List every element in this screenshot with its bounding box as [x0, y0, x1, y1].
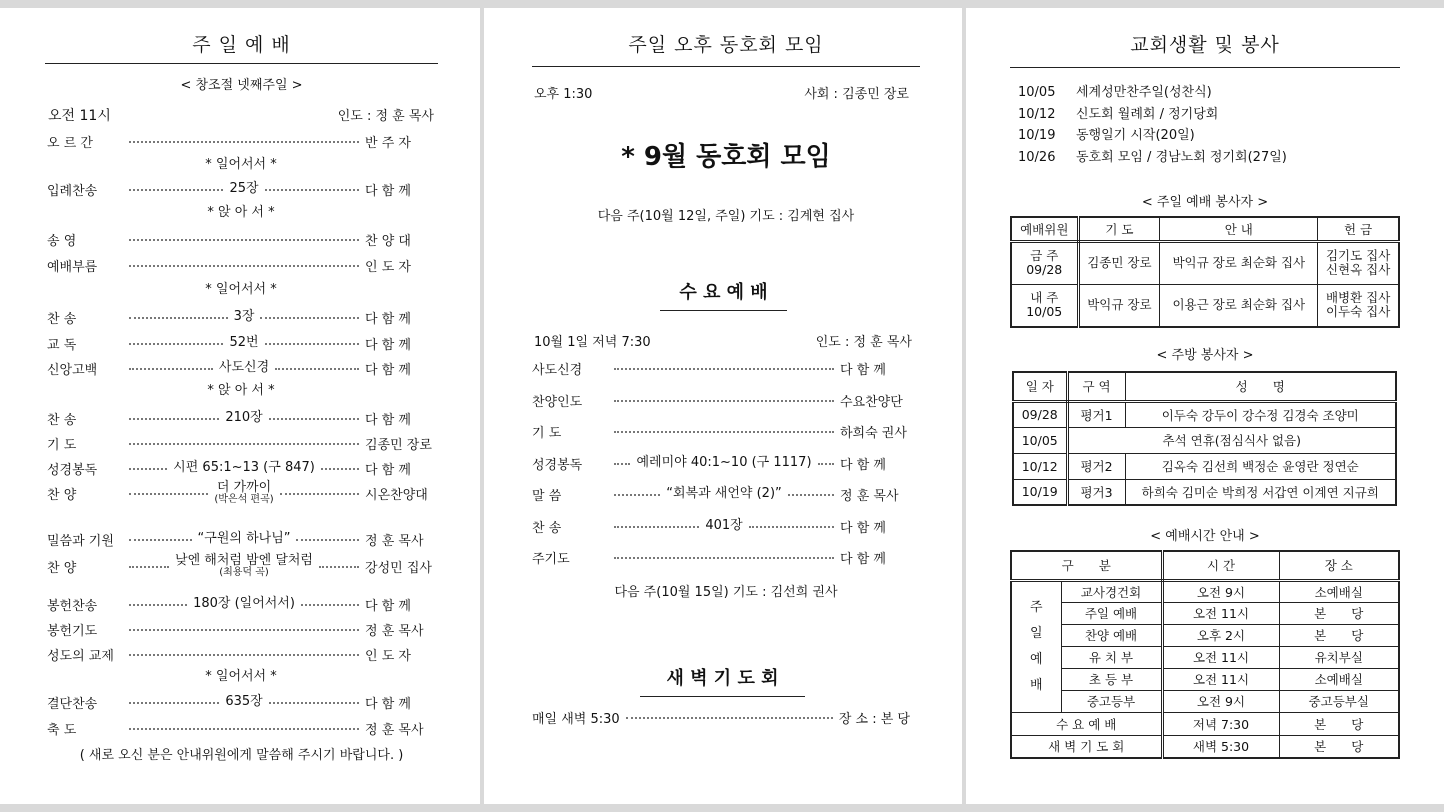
week-label: 내 주 — [1030, 289, 1059, 305]
week-cell — [1011, 241, 1078, 284]
table-row — [1011, 712, 1399, 735]
place-cell: 소예배실 — [1279, 668, 1399, 690]
order-item — [47, 177, 435, 201]
week-cell — [1011, 284, 1078, 327]
sunday-group-label: 주일예배 — [1029, 599, 1043, 693]
item-label: 신앙고백 — [47, 362, 98, 378]
order-item — [47, 253, 435, 277]
item-label: 성경봉독 — [532, 457, 583, 473]
item-person: 다 함 께 — [365, 462, 411, 478]
dot-leader — [129, 443, 359, 445]
event-text: 세계성만찬주일(성찬식) — [1076, 85, 1212, 100]
item-detail-text: 더 가까이 — [216, 479, 272, 495]
category-cell: 중고등부 — [1061, 690, 1162, 712]
service-time: 오전 11시 — [48, 108, 111, 124]
date-cell: 10/12 — [1013, 453, 1067, 479]
place-cell: 본 당 — [1279, 735, 1399, 758]
week-date: 09/28 — [1026, 262, 1063, 277]
event-text: 신도회 월례회 / 정기당회 — [1076, 106, 1219, 122]
order-item — [47, 331, 435, 355]
club-time: 오후 1:30 — [534, 87, 593, 102]
item-person: 강성민 집사 — [365, 560, 432, 576]
event-item — [1018, 104, 1287, 126]
col-header: 기 도 — [1078, 217, 1160, 241]
item-person: 김종민 장로 — [365, 437, 432, 453]
offering-cell — [1318, 241, 1399, 284]
item-label: 사도신경 — [532, 362, 583, 378]
week-label: 금 주 — [1030, 247, 1059, 263]
event-text: 동호회 모임 / 경남노회 정기회(27일) — [1076, 150, 1287, 166]
item-detail — [198, 532, 291, 546]
section-instruction: * 일어서서 * — [205, 157, 277, 172]
order-item — [532, 419, 910, 443]
order-item — [47, 129, 435, 153]
event-text: 동행일기 시작(20일) — [1076, 128, 1195, 144]
time-cell: 새벽 5:30 — [1162, 735, 1279, 758]
item-person: 수요찬양단 — [840, 394, 903, 410]
category-cell: 교사경건회 — [1061, 580, 1162, 602]
dot-leader — [265, 189, 359, 191]
item-label: 기 도 — [47, 437, 77, 453]
category-cell: 수 요 예 배 — [1011, 712, 1162, 735]
col-header: 시 간 — [1162, 551, 1279, 580]
col-header: 성 명 — [1125, 372, 1396, 401]
dot-leader — [129, 317, 228, 319]
event-date: 10/26 — [1018, 150, 1056, 166]
col-header: 헌 금 — [1318, 217, 1399, 241]
dawn-label: 매일 새벽 5:30 — [532, 711, 620, 727]
dot-leader — [788, 494, 834, 496]
place-cell: 유치부실 — [1279, 646, 1399, 668]
item-person: 다 함 께 — [840, 362, 886, 378]
item-person: 다 함 께 — [365, 598, 411, 614]
service-leader: 인도 : 정 훈 목사 — [337, 109, 434, 124]
place-cell: 본 당 — [1279, 624, 1399, 646]
item-label: 예배부름 — [47, 259, 98, 275]
item-label: 오 르 간 — [47, 135, 93, 151]
time-cell: 오전 11시 — [1162, 602, 1279, 624]
dot-leader — [614, 526, 699, 528]
order-item — [47, 527, 435, 551]
item-person: 인 도 자 — [365, 648, 411, 664]
category-cell: 초 등 부 — [1061, 668, 1162, 690]
event-item — [1018, 147, 1287, 169]
usher-cell: 박익규 장로 최순화 집사 — [1160, 241, 1318, 284]
item-detail-text: 25장 — [229, 181, 259, 197]
wednesday-title: 수 요 예 배 — [660, 278, 787, 311]
time-cell: 오후 2시 — [1162, 624, 1279, 646]
table-row — [1011, 668, 1399, 690]
category-cell: 주일 예배 — [1061, 602, 1162, 624]
dot-leader — [269, 418, 359, 420]
order-item — [47, 716, 435, 740]
date-cell: 10/05 — [1013, 427, 1067, 453]
divider — [45, 63, 438, 64]
prayer-cell: 김종민 장로 — [1078, 241, 1160, 284]
table-row — [1011, 580, 1399, 602]
order-item — [532, 482, 910, 506]
item-person: 다 함 께 — [365, 311, 411, 327]
item-person: 찬 양 대 — [365, 233, 411, 249]
item-detail — [229, 182, 258, 196]
names-cell: 김옥숙 김선희 백정순 윤영란 정연순 — [1125, 453, 1396, 479]
item-detail-text: 낮엔 해처럼 밤엔 달처럼 — [175, 552, 313, 568]
church-title: 교회생활 및 봉사 — [1130, 34, 1280, 56]
names-cell: 이두숙 강두이 강수정 김경숙 조양미 — [1125, 401, 1396, 427]
item-detail-text: 52번 — [229, 335, 259, 351]
item-person: 정 훈 목사 — [365, 623, 424, 639]
subtitle: < 창조절 넷째주일 > — [180, 78, 303, 93]
order-item — [47, 406, 435, 430]
dot-leader — [614, 368, 834, 370]
item-label: 찬 송 — [47, 311, 77, 327]
item-label: 주기도 — [532, 551, 570, 567]
table-row — [1011, 646, 1399, 668]
order-item — [47, 431, 435, 455]
item-detail — [229, 336, 258, 350]
dot-leader — [614, 494, 660, 496]
item-label: 봉헌기도 — [47, 623, 98, 639]
item-detail — [225, 411, 262, 425]
item-label: 찬 송 — [47, 412, 77, 428]
item-detail-text: 예레미야 40:1~10 (구 1117) — [636, 455, 812, 471]
dot-leader — [280, 493, 359, 495]
club-headline: * 9월 동호회 모임 — [621, 142, 831, 172]
order-item — [47, 617, 435, 641]
section-instruction: * 일어서서 * — [205, 282, 277, 297]
item-person: 다 함 께 — [840, 520, 886, 536]
col-header: 구 분 — [1011, 551, 1162, 580]
usher-cell: 이용근 장로 최순화 집사 — [1160, 284, 1318, 327]
item-label: 성도의 교제 — [47, 648, 114, 664]
dot-leader — [269, 702, 359, 704]
dot-leader — [129, 343, 223, 345]
afternoon-panel — [484, 8, 962, 804]
item-detail — [175, 554, 313, 578]
place-cell: 본 당 — [1279, 712, 1399, 735]
item-person: 인 도 자 — [365, 259, 411, 275]
order-item — [532, 451, 910, 475]
dot-leader — [129, 539, 192, 541]
item-detail-text: 210장 — [225, 410, 263, 426]
times-table — [1010, 550, 1400, 759]
names-cell: 추석 연휴(점심식사 없음) — [1067, 427, 1396, 453]
dot-leader — [129, 566, 169, 568]
church-life-panel — [966, 8, 1444, 804]
dot-leader — [749, 526, 834, 528]
order-item — [47, 549, 435, 583]
table-row — [1011, 690, 1399, 712]
item-label: 밀씀과 기원 — [47, 533, 114, 549]
order-item — [47, 592, 435, 616]
item-label: 입례찬송 — [47, 183, 98, 199]
category-cell: 유 치 부 — [1061, 646, 1162, 668]
item-detail-text: 635장 — [225, 694, 263, 710]
divider — [1010, 67, 1400, 68]
visitor-note: ( 새로 오신 분은 안내위원에게 말씀해 주시기 바랍니다. ) — [79, 748, 404, 763]
dot-leader — [319, 566, 359, 568]
dot-leader — [129, 604, 187, 606]
dawn-place: 장 소 : 본 당 — [838, 711, 910, 727]
dot-leader — [301, 604, 359, 606]
wednesday-date: 10월 1일 저녁 7:30 — [534, 335, 651, 350]
event-date: 10/12 — [1018, 106, 1056, 122]
dot-leader — [275, 368, 359, 370]
dot-leader — [129, 629, 359, 631]
col-header: 예배위원 — [1011, 217, 1078, 241]
district-cell: 평거2 — [1067, 453, 1125, 479]
dot-leader — [614, 431, 834, 433]
item-detail — [173, 461, 315, 475]
event-date: 10/05 — [1018, 85, 1056, 100]
dot-leader — [614, 557, 834, 559]
table-row — [1013, 427, 1396, 453]
table-row — [1011, 284, 1399, 327]
time-cell: 저녁 7:30 — [1162, 712, 1279, 735]
col-header: 구 역 — [1067, 372, 1125, 401]
category-cell: 찬양 예배 — [1061, 624, 1162, 646]
item-person: 정 훈 목사 — [365, 722, 424, 738]
item-detail-text: 시편 65:1~13 (구 847) — [173, 460, 315, 476]
club-host: 사회 : 김종민 장로 — [804, 87, 909, 102]
week-date: 10/05 — [1026, 304, 1063, 320]
club-next-prayer: 다음 주(10월 12일, 주일) 기도 : 김계현 집사 — [597, 209, 855, 224]
item-detail — [214, 481, 273, 505]
dot-leader — [614, 463, 630, 465]
col-header: 일 자 — [1013, 372, 1067, 401]
dot-leader — [129, 468, 167, 470]
place-cell: 본 당 — [1279, 602, 1399, 624]
section-instruction: * 앉 아 서 * — [207, 205, 275, 220]
item-detail — [225, 695, 262, 709]
item-detail-text: 3장 — [233, 309, 255, 325]
item-person: 다 함 께 — [365, 696, 411, 712]
item-person: 다 함 께 — [840, 457, 886, 473]
order-item — [532, 545, 910, 569]
event-list — [1018, 82, 1287, 169]
dot-leader — [614, 400, 834, 402]
item-detail-note: (최용덕 곡) — [219, 566, 269, 578]
dot-leader — [129, 239, 359, 241]
dot-leader — [129, 654, 359, 656]
order-item — [532, 356, 910, 380]
table-row — [1013, 479, 1396, 505]
table-row — [1011, 602, 1399, 624]
section-instruction: * 앉 아 서 * — [207, 383, 275, 398]
offering-person: 배병환 집사 — [1325, 289, 1391, 305]
item-detail — [636, 456, 811, 470]
order-item — [532, 514, 910, 538]
item-label: 송 영 — [47, 233, 77, 249]
item-label: 봉헌찬송 — [47, 598, 98, 614]
dot-leader — [296, 539, 359, 541]
club-title: 주일 오후 동호회 모임 — [628, 34, 824, 56]
event-date: 10/19 — [1018, 128, 1056, 144]
table-row — [1011, 735, 1399, 758]
place-cell: 중고등부실 — [1279, 690, 1399, 712]
time-cell: 오전 11시 — [1162, 668, 1279, 690]
kitchen-table — [1012, 371, 1397, 506]
order-item — [532, 388, 910, 412]
item-label: 성경봉독 — [47, 462, 98, 478]
item-label: 찬 양 — [47, 487, 77, 503]
dot-leader — [129, 728, 359, 730]
category-cell: 새 벽 기 도 회 — [1011, 735, 1162, 758]
item-person: 다 함 께 — [365, 362, 411, 378]
dot-leader — [129, 418, 219, 420]
dot-leader — [818, 463, 834, 465]
order-item — [47, 476, 435, 510]
date-cell: 09/28 — [1013, 401, 1067, 427]
sunday-service-panel — [0, 8, 480, 804]
item-person: 다 함 께 — [840, 551, 886, 567]
servers-table — [1010, 216, 1400, 328]
item-person: 다 함 께 — [365, 183, 411, 199]
offering-person: 이두숙 집사 — [1325, 304, 1391, 320]
offering-person: 김기도 집사 — [1325, 247, 1391, 263]
time-cell: 오전 9시 — [1162, 580, 1279, 602]
order-item — [47, 690, 435, 714]
place-cell: 소예배실 — [1279, 580, 1399, 602]
item-label: 찬 양 — [47, 560, 77, 576]
prayer-cell: 박익규 장로 — [1078, 284, 1160, 327]
item-detail — [705, 519, 742, 533]
order-item — [47, 642, 435, 666]
item-label: 찬양인도 — [532, 394, 583, 410]
item-detail-text: 사도신경 — [218, 360, 270, 376]
section-instruction: * 일어서서 * — [205, 669, 277, 684]
event-item — [1018, 82, 1287, 104]
item-label: 교 독 — [47, 337, 77, 353]
page-title: 주 일 예 배 — [192, 34, 291, 56]
item-detail-note: (박은석 편곡) — [214, 493, 274, 505]
item-detail-text: 180장 (일어서서) — [193, 596, 295, 612]
order-item — [47, 227, 435, 251]
dot-leader — [129, 265, 359, 267]
item-person: 반 주 자 — [365, 135, 411, 151]
item-person: 하희숙 권사 — [840, 425, 907, 441]
item-detail-text: “구원의 하나님” — [197, 531, 291, 547]
item-person: 정 훈 목사 — [365, 533, 424, 549]
dawn-title: 새 벽 기 도 회 — [640, 664, 805, 697]
dot-leader — [129, 368, 213, 370]
dot-leader — [626, 717, 833, 719]
wednesday-leader: 인도 : 정 훈 목사 — [815, 335, 912, 350]
servers-title: < 주일 예배 봉사자 > — [1141, 195, 1269, 210]
dot-leader — [129, 702, 219, 704]
item-person: 다 함 께 — [365, 337, 411, 353]
col-header: 장 소 — [1279, 551, 1399, 580]
table-row — [1013, 453, 1396, 479]
time-cell: 오전 9시 — [1162, 690, 1279, 712]
dot-leader — [129, 493, 208, 495]
time-cell: 오전 11시 — [1162, 646, 1279, 668]
dawn-row — [532, 705, 910, 729]
offering-cell — [1318, 284, 1399, 327]
item-person: 다 함 께 — [365, 412, 411, 428]
table-row — [1011, 241, 1399, 284]
item-label: 찬 송 — [532, 520, 562, 536]
item-label: 결단찬송 — [47, 696, 98, 712]
item-person: 시온찬양대 — [365, 487, 428, 503]
names-cell: 하희숙 김미순 박희정 서갑연 이계연 지규희 — [1125, 479, 1396, 505]
dot-leader — [321, 468, 359, 470]
wednesday-next-prayer: 다음 주(10월 15일) 기도 : 김선희 권사 — [614, 585, 838, 600]
item-label: 말 씀 — [532, 488, 562, 504]
dot-leader — [129, 189, 223, 191]
dot-leader — [260, 317, 359, 319]
item-detail — [219, 361, 269, 375]
col-header: 안 내 — [1160, 217, 1318, 241]
district-cell: 평거1 — [1067, 401, 1125, 427]
divider — [532, 66, 920, 67]
kitchen-title: < 주방 봉사자 > — [1156, 348, 1254, 363]
item-detail-text: “회복과 새언약 (2)” — [666, 486, 782, 502]
item-detail-text: 401장 — [705, 518, 743, 534]
district-cell: 평거3 — [1067, 479, 1125, 505]
item-label: 축 도 — [47, 722, 77, 738]
order-item — [47, 356, 435, 380]
item-detail — [234, 310, 255, 324]
order-item — [47, 305, 435, 329]
event-item — [1018, 125, 1287, 147]
dot-leader — [129, 141, 359, 143]
item-detail — [193, 597, 295, 611]
item-person: 정 훈 목사 — [840, 488, 899, 504]
times-title: < 예배시간 안내 > — [1150, 529, 1260, 544]
table-row — [1013, 401, 1396, 427]
group-cell — [1011, 580, 1061, 712]
date-cell: 10/19 — [1013, 479, 1067, 505]
item-detail — [666, 487, 782, 501]
table-row — [1011, 624, 1399, 646]
offering-person: 신현옥 집사 — [1325, 262, 1391, 277]
item-label: 기 도 — [532, 425, 562, 441]
dot-leader — [265, 343, 359, 345]
